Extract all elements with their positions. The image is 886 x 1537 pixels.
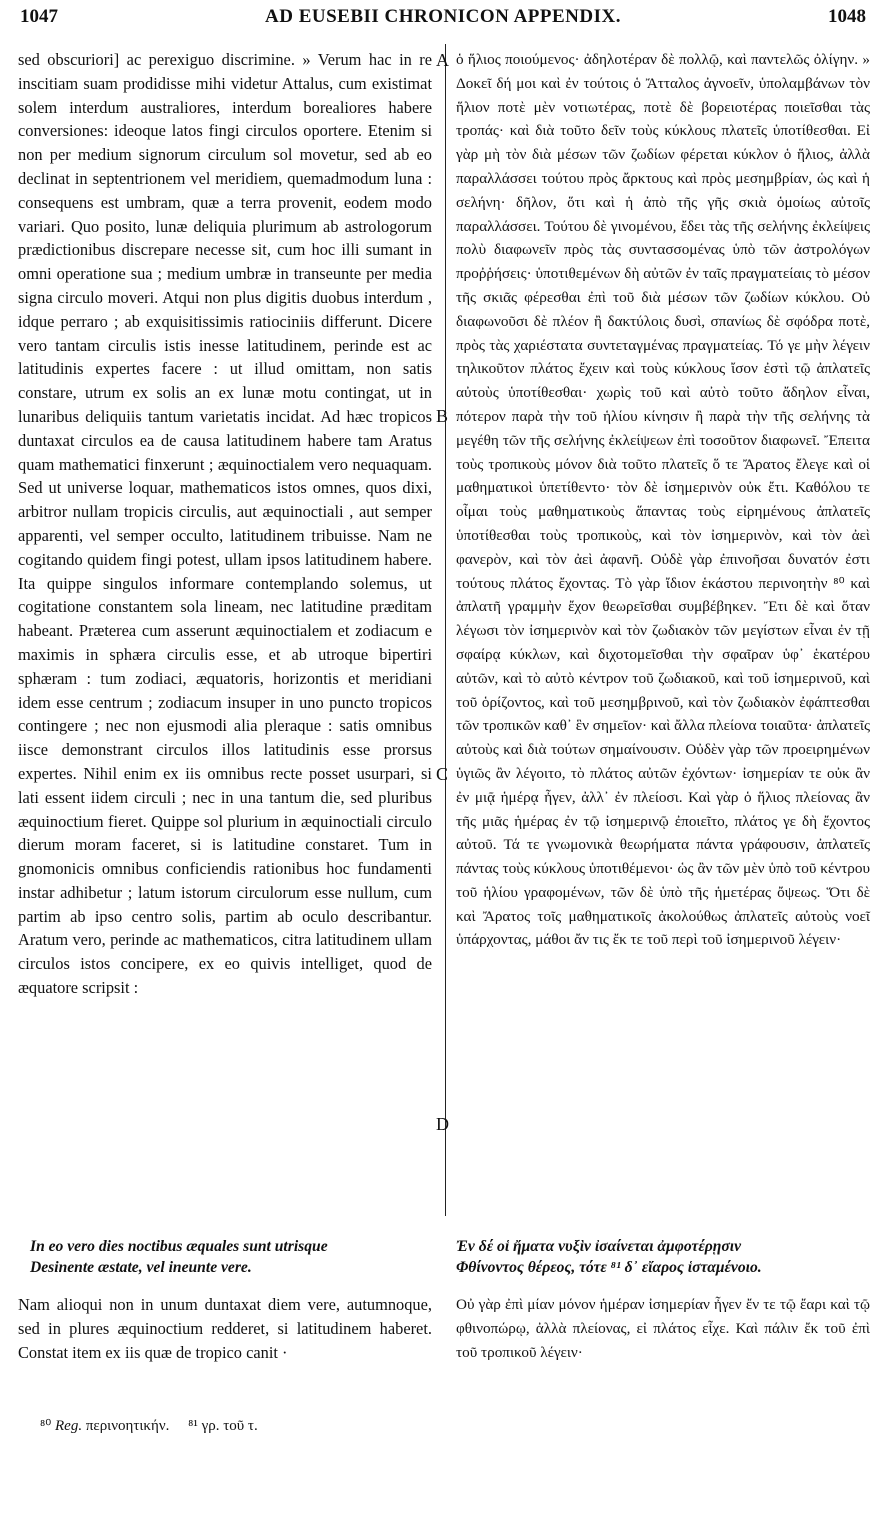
margin-marker-d: D [436,1114,449,1134]
page-number-left: 1047 [20,6,58,27]
latin-paragraph: sed obscuriori] ac perexiguo discrimine. » Verum hac in re inscitiam suam prodidisse mihi videtur Attalus, cum existimat solem interdum australiores, interdum borealiores habere conversiones: ideoque latos fingi circulos oportere. Etenim si non per medium signorum circulum sol movetur, sed ab eo declinat in septentrionem vel meridiem, quemadmodum luna : consequens est umbram, quæ a terra provenit, eodem modo variari. Quo posito, lunæ deliquia plurimum ab astrologorum prædictionibus discrepare necesse sit, cum hoc illi sumant in omni operatione sua ; medium umbræ in transeunte per media signa circulo moveri. Atqui non plus digitis duobus interdum , idque perraro ; ab exquisitissimis ratiociniis differunt. Dicere vero tantam circulis istis inesse latitudinem, perinde est ac latitudinis expertes facere : ut illud omittam, non satis constare, utrum ex solis an ex lunæ motu contingat, ut in lunaribus deliquiis tantum varietatis incidat. Ad hæc tropicos duntaxat circulos ea de causa latitudinem habere tam Aratus quam mathematici finxerunt ; æquinoctialem vero nequaquam. Sed ut universe loquar, mathematicos istos omnes, quos dixi, arbitror nullam tropicis circulis, aut æquinoctiali , aut semper apparenti, vel semper occulto, latitudinem tribuisse. Nam ne cogitando quidem fingi potest, ullam ipsos latitudinem habere. Ita quippe singulos informare contemplando solemus, ut cogitatione constantem sola lineam, nec latitudine præditam habeant. Præterea cum asserunt æquinoctialem et zodiacum e maximis in sphæra circulis esse, et ab utroque bipertiri sphæram : tum zodiaci, æquatoris, horizontis et meridiani idem esse centrum ; zodiacum insuper in uno puncto tropicos contingere ; nec non ejusmodi alia pleraque : satis omnibus iisce demonstrant circulos illos latitudinis esse prorsus expertes. Nihil enim ex iis omnibus recte posset usurpari, si lati essent iidem circuli ; nec in una tantum die, sed pluribus æquinoctium fieret. Quippe sol plurium in æquinoctiali circulo dierum moram faceret, si is latitudine constaret. Tum in gnomonicis omnibus conficiendis rationibus hoc fundamenti instar adhibetur ; latum istorum circulorum esse nullum, cum partim ab ipso centro solis, partim ab oculo describantur. Aratum vero, perinde ac mathematicos, citra latitudinem ullam circulos istos concipere, ex eo quivis intelliget, quod de æquatore scripsit : [18,50,432,998]
page-number-right: 1048 [828,6,866,27]
latin-verse-line-2: Desinente æstate, vel ineunte vere. [30,1259,252,1276]
greek-column [456,48,870,952]
footnote-81-text: γρ. τοῦ τ. [201,1418,258,1434]
margin-marker-b: B [436,406,449,426]
footnote-81-marker: ⁸¹ [188,1418,198,1434]
greek-paragraph: ὁ ἥλιος ποιούμενος· ἀδηλοτέραν δὲ πολλῷ, καὶ παντελῶς ὀλίγην. » Δοκεῖ δή μοι καὶ ἐν τούτοις ὁ Ἄτταλος ἀγνοεῖν, ὑπολαμβάνων τὸν ἥλιον ποτὲ μὲν νοτιωτέρας, ποτὲ δὲ βορειοτέρας ποιεῖσθαι τὰς τροπάς· καὶ διὰ τοῦτο δεῖν τοὺς κύκλους πλατεῖς ὑποτίθεσθαι. Εἰ γὰρ μὴ τὸν διὰ μέσων τῶν ζωδίων φέρεται κύκλον ὁ ἥλιος, ἀλλὰ παραλλάσσει τούτου πρὸς ἄρκτους καὶ πρὸς μεσημβρίαν, ὡς καὶ ἡ σελήνη· δῆλον, ὅτι καὶ ἡ ἀπὸ τῆς γῆς σκιὰ ὁμοίως αὐτοῖς παραλλάσσει. Τούτου δὲ γινομένου, ἔδει τὰς τῆς σελήνης ἐκλείψεις πολὺ διαφωνεῖν πρὸς τὰς συντασσομένας ὑπὸ τῶν ἀστρολόγων προῤῥήσεις· ὑποτιθεμένων δὴ αὐτῶν ἐν ταῖς πραγματείαις τὸ μέσον τῆς σκιᾶς φέρεσθαι ἐπὶ τοῦ διὰ μέσων τῶν ζωδίων κύκλου. Οὐ διαφωνοῦσι δὲ πλέον ἢ δακτύλοις δυσὶ, σπανίως δὲ σφόδρα ποτὲ, πρὸς τὰς χαριέστατα συντεταγμένας πραγματείας. Τό γε μὴν λέγειν τηλικοῦτον πλάτος ἔχειν καὶ τοὺς κύκλους ἴσον ἐστὶ τῷ ἀπλατεῖς αὐτοὺς ὑποτίθεσθαι· χωρὶς τοῦ καὶ αὐτὸ τοῦτο ἄδηλον εἶναι, πότερον παρὰ τὴν τοῦ ἡλίου κίνησιν ἢ παρὰ τὴν τῆς σελήνης τὰ μεγέθη τῶν τῆς σελήνης ἐκλείψεων ἐπὶ τοσοῦτον διαφωνεῖ. Ἔπειτα τοὺς τροπικοὺς μόνον διὰ τοῦτο πλατεῖς ὅ τε Ἄρατος ἔλεγε καὶ οἱ μαθηματικοὶ ὑπετίθεντο· τὸν δὲ ἰσημερινὸν οὐκ ἔτι. Καθόλου τε οἶμαι τοὺς μαθηματικοὺς ἅπαντας τοὺς εἰρημένους ἀπλατεῖς ὑποτίθεσθαι τοὺς τροπικοὺς, καὶ τὸν ἰσημερινὸν, καὶ τὸν ἀεὶ φανερὸν, καὶ τὸν ἀεὶ ἀφανῆ. Οὐδὲ γὰρ ἐπινοῆσαι δυνατόν ἐστι τούτους πλάτος ἔχοντας. Τὸ γὰρ ἴδιον ἑκάστου περινοητὴν ⁸⁰ καὶ ἀπλατῆ γραμμὴν ἔχον θεωρεῖσθαι συμβέβηκεν. Ἔτι δὲ καὶ ὅταν λέγωσι τὸν ἰσημερινὸν καὶ τὸν ζωδιακὸν τῶν μεγίστων εἶναι ἐν τῇ σφαίρᾳ κύκλων, καὶ διχοτομεῖσθαι τὴν σφαῖραν ὑφ᾽ ἑκατέρου αὐτῶν, καὶ τὸ αὐτὸ κέντρον τοῦ ζωδιακοῦ, καὶ τοῦ ἰσημερινοῦ, καὶ τοῦ ὁρίζοντος, καὶ τοῦ μεσημβρινοῦ, καὶ τὸν ζωδιακὸν ἐφάπτεσθαι τῶν τροπικῶν καθ᾽ ἓν σημεῖον· καὶ ἄλλα πλείονα τοιαῦτα· ἀπλατεῖς αὐτοὺς καὶ διὰ τούτων σημαίνουσιν. Οὐδὲν γὰρ τῶν προειρημένων ὑγιῶς ἂν λέγοιτο, τὸ πλάτος αὐτῶν ἐχόντων· ἰσημερίαν τε οὐκ ἂν ἐν μιᾷ ἡμέρᾳ ἦγεν, ἀλλ᾽ ἐν πλείοσι. Καὶ γὰρ ὁ ἥλιος πλείονας ἂν τῆς μιᾶς ἡμέρας ἐν τῷ ἰσημερινῷ ἐποιεῖτο, πλάτος γε δὴ ἔχοντος αὐτοῦ. Τά τε γνωμονικὰ θεωρήματα πάντα γράφουσιν, ἀπλατεῖς πάντας τοὺς κύκλους ὑποτιθέμενοι· ὡς ἂν τῶν μὲν ὑπὸ τοῦ κέντρου τοῦ ἡλίου γραφομένων, τῶν δὲ ὑπὸ τῆς ἡμετέρας ὄψεως. Ὅτι δὲ καὶ Ἄρατος τοῖς μαθηματικοῖς ἀκολούθως ἀπλατεῖς αὐτοὺς νοεῖ ὑπάρχοντας, μάθοι ἄν τις ἔκ τε τοῦ περὶ τοῦ ἰσημερινοῦ λέγειν· [456,51,871,949]
footnote-80-label: Reg. [55,1418,83,1434]
running-title: AD EUSEBII CHRONICON APPENDIX. [265,6,621,27]
latin-continuation: Nam alioqui non in unum duntaxat diem vere, autumnoque, sed in plures æquinoctium redderet, si latitudinem haberet. Constat item ex iis quæ de tropico canit · [18,1295,432,1362]
latin-column [18,48,432,1000]
margin-marker-a: A [436,50,449,70]
greek-verse-line-2: Φθίνοντος θέρεος, τότε ⁸¹ δ᾽ εἴαρος ἱσταμένοιο. [456,1259,762,1276]
column-divider [445,44,446,1216]
greek-continuation: Οὐ γὰρ ἐπὶ μίαν μόνον ἡμέραν ἰσημερίαν ἦγεν ἔν τε τῷ ἔαρι καὶ τῷ φθινοπώρῳ, ἀλλὰ πλείονας, εἰ πλάτος εἶχε. Καὶ πάλιν ἔκ τοῦ ἐπὶ τοῦ τροπικοῦ λέγειν· [456,1296,870,1361]
footnote-80-text: περινοητικήν. [85,1418,170,1434]
latin-verse-quote [30,1236,430,1278]
footnotes [40,1416,258,1435]
latin-verse-line-1: In eo vero dies noctibus æquales sunt utrisque [30,1238,328,1255]
greek-verse-line-1: Ἐν δέ οἱ ἤματα νυξὶν ἰσαίνεται ἀμφοτέρῃσιν [456,1238,741,1255]
margin-marker-c: C [436,764,449,784]
page-header [20,6,866,36]
greek-verse-quote [456,1236,870,1278]
footnote-80-marker: ⁸⁰ [40,1418,52,1434]
